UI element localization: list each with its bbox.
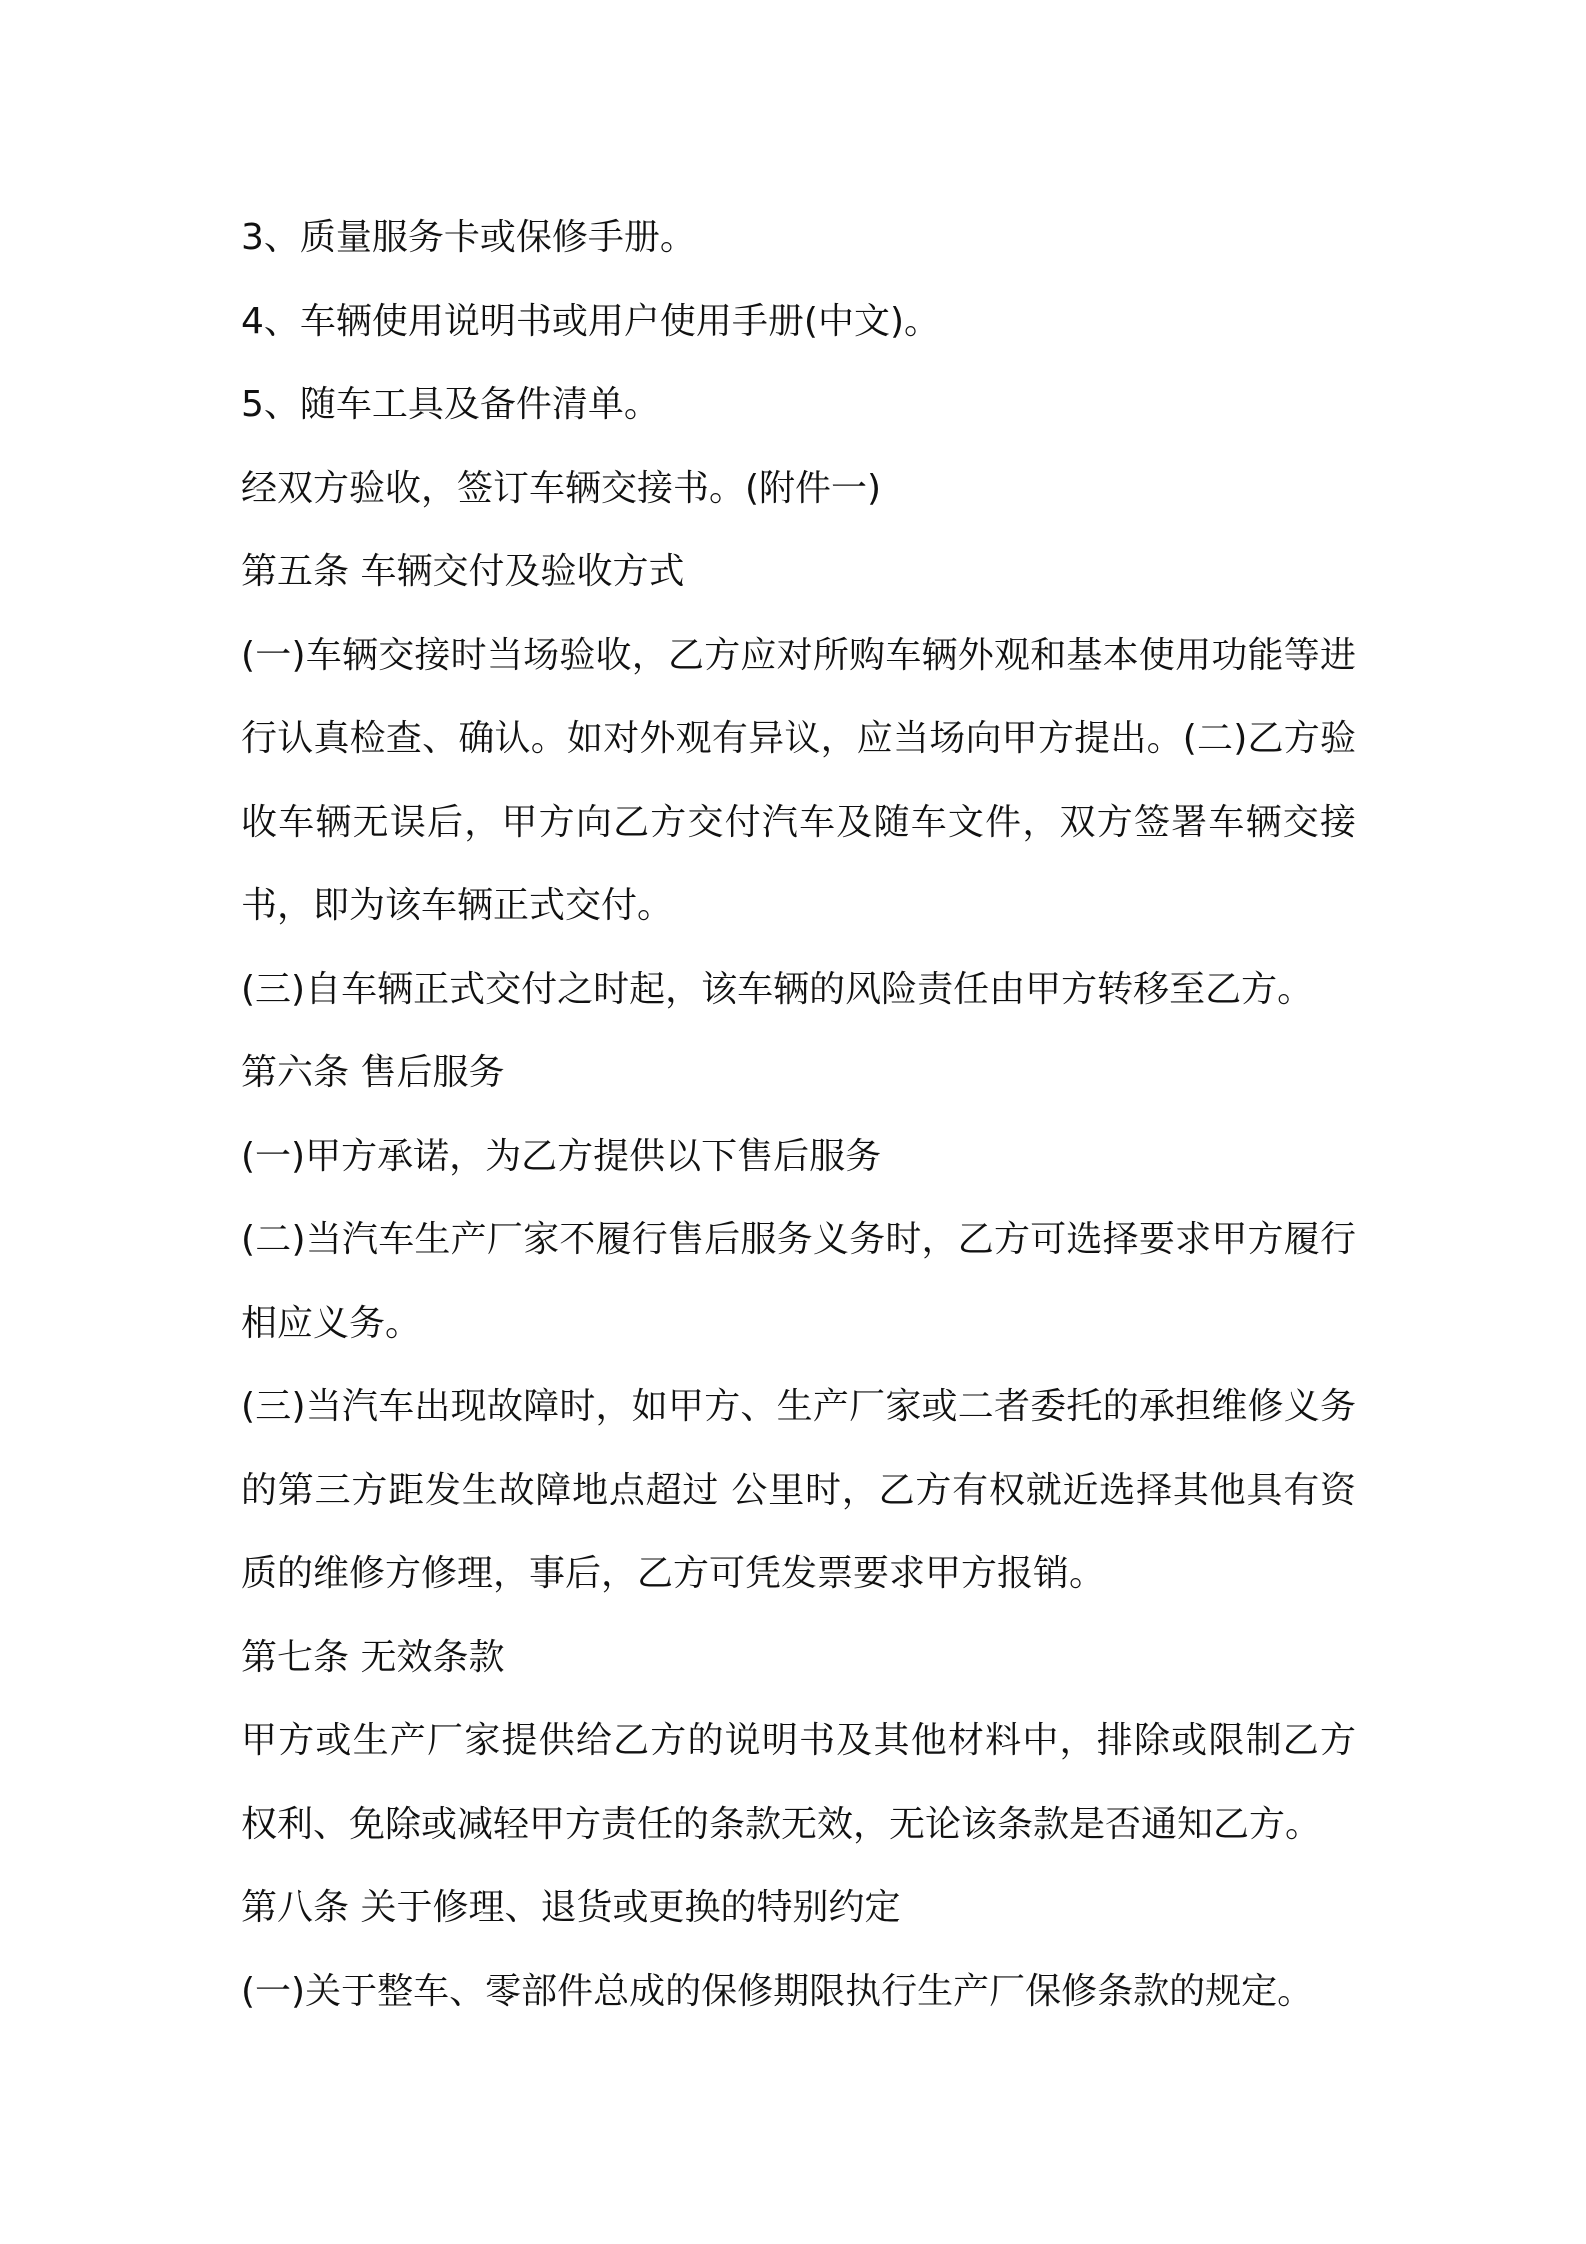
article-6-heading: 第六条 售后服务 xyxy=(241,1052,505,1093)
article-8-clause-1: (一)关于整车、零部件总成的保修期限执行生产厂保修条款的规定。 xyxy=(241,1970,1314,2012)
article-6-clause-1: (一)甲方承诺，为乙方提供以下售后服务 xyxy=(241,1135,882,1177)
list-item-quality-card: 3、质量服务卡或保修手册。 xyxy=(241,217,696,258)
acceptance-note: 经双方验收，签订车辆交接书。(附件一) xyxy=(241,467,882,509)
document-body xyxy=(241,196,1356,2033)
article-8-heading: 第八条 关于修理、退货或更换的特别约定 xyxy=(241,1887,901,1928)
list-item-tools-list: 5、随车工具及备件清单。 xyxy=(241,384,660,425)
article-7-body: 甲方或生产厂家提供给乙方的说明书及其他材料中，排除或限制乙方权利、免除或减轻甲方责任的条款无效，无论该条款是否通知乙方。 xyxy=(241,1720,1356,1845)
article-5-clause-3: (三)自车辆正式交付之时起，该车辆的风险责任由甲方转移至乙方。 xyxy=(241,968,1314,1010)
article-5-clause-1-2: (一)车辆交接时当场验收，乙方应对所购车辆外观和基本使用功能等进行认真检查、确认。如对外观有异议，应当场向甲方提出。(二)乙方验收车辆无误后，甲方向乙方交付汽车及随车文件，双方签署车辆交接书，即为该车辆正式交付。 xyxy=(241,634,1356,926)
article-7-heading: 第七条 无效条款 xyxy=(241,1636,505,1678)
list-item-user-manual: 4、车辆使用说明书或用户使用手册(中文)。 xyxy=(241,300,940,342)
article-5-heading: 第五条 车辆交付及验收方式 xyxy=(241,551,685,592)
article-6-clause-3: (三)当汽车出现故障时，如甲方、生产厂家或二者委托的承担维修义务的第三方距发生故障地点超过 公里时，乙方有权就近选择其他具有资质的维修方修理，事后，乙方可凭发票要求甲方报销。 xyxy=(241,1386,1356,1594)
article-6-clause-2: (二)当汽车生产厂家不履行售后服务义务时，乙方可选择要求甲方履行相应义务。 xyxy=(241,1219,1356,1344)
